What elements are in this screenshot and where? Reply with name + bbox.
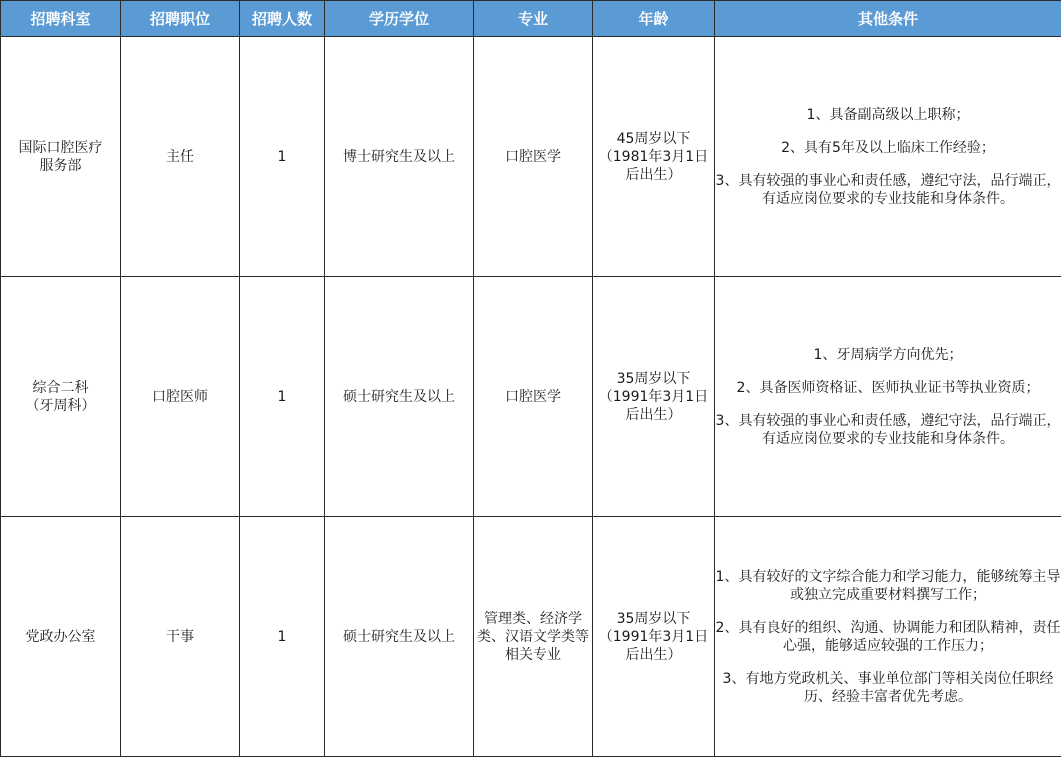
header-education: 学历学位 [325,1,474,37]
cell-age: 35周岁以下 （1991年3月1日 后出生） [593,277,715,517]
cell-education: 硕士研究生及以上 [325,517,474,757]
table-row [1,277,1061,517]
cell-count: 1 [240,277,325,517]
header-conditions: 其他条件 [715,1,1061,37]
table-row [1,37,1061,277]
condition-item: 2、具有5年及以上临床工作经验； [781,139,995,156]
condition-item: 3、具有较强的事业心和责任感，遵纪守法，品行端正，有适应岗位要求的专业技能和身体条件。 [715,172,1061,207]
cell-conditions [715,37,1061,277]
cell-major: 口腔医学 [474,277,593,517]
cell-conditions [715,517,1061,757]
header-department: 招聘科室 [1,1,121,37]
condition-item: 1、具有较好的文字综合能力和学习能力，能够统筹主导或独立完成重要材料撰写工作； [715,568,1061,603]
cell-conditions [715,277,1061,517]
header-row [1,1,1061,37]
condition-item: 2、具备医师资格证、医师执业证书等执业资质； [736,379,1040,396]
condition-item: 3、有地方党政机关、事业单位部门等相关岗位任职经历、经验丰富者优先考虑。 [722,670,1054,705]
table-row [1,517,1061,757]
condition-item: 3、具有较强的事业心和责任感，遵纪守法，品行端正，有适应岗位要求的专业技能和身体条件。 [715,412,1061,447]
header-major: 专业 [474,1,593,37]
header-count: 招聘人数 [240,1,325,37]
cell-position: 干事 [121,517,240,757]
cell-count: 1 [240,517,325,757]
cell-count: 1 [240,37,325,277]
cell-position: 口腔医师 [121,277,240,517]
header-position: 招聘职位 [121,1,240,37]
condition-item: 2、具有良好的组织、沟通、协调能力和团队精神，责任心强，能够适应较强的工作压力； [715,619,1061,654]
cell-position: 主任 [121,37,240,277]
header-age: 年龄 [593,1,715,37]
cell-age: 35周岁以下 （1991年3月1日 后出生） [593,517,715,757]
cell-major: 管理类、经济学类、汉语文学类等相关专业 [474,517,593,757]
cell-education: 博士研究生及以上 [325,37,474,277]
condition-item: 1、牙周病学方向优先； [813,346,963,363]
cell-major: 口腔医学 [474,37,593,277]
cell-education: 硕士研究生及以上 [325,277,474,517]
cell-age: 45周岁以下 （1981年3月1日 后出生） [593,37,715,277]
cell-department: 党政办公室 [1,517,121,757]
condition-item: 1、具备副高级以上职称； [806,106,970,123]
cell-department: 综合二科 （牙周科） [1,277,121,517]
cell-department: 国际口腔医疗 服务部 [1,37,121,277]
